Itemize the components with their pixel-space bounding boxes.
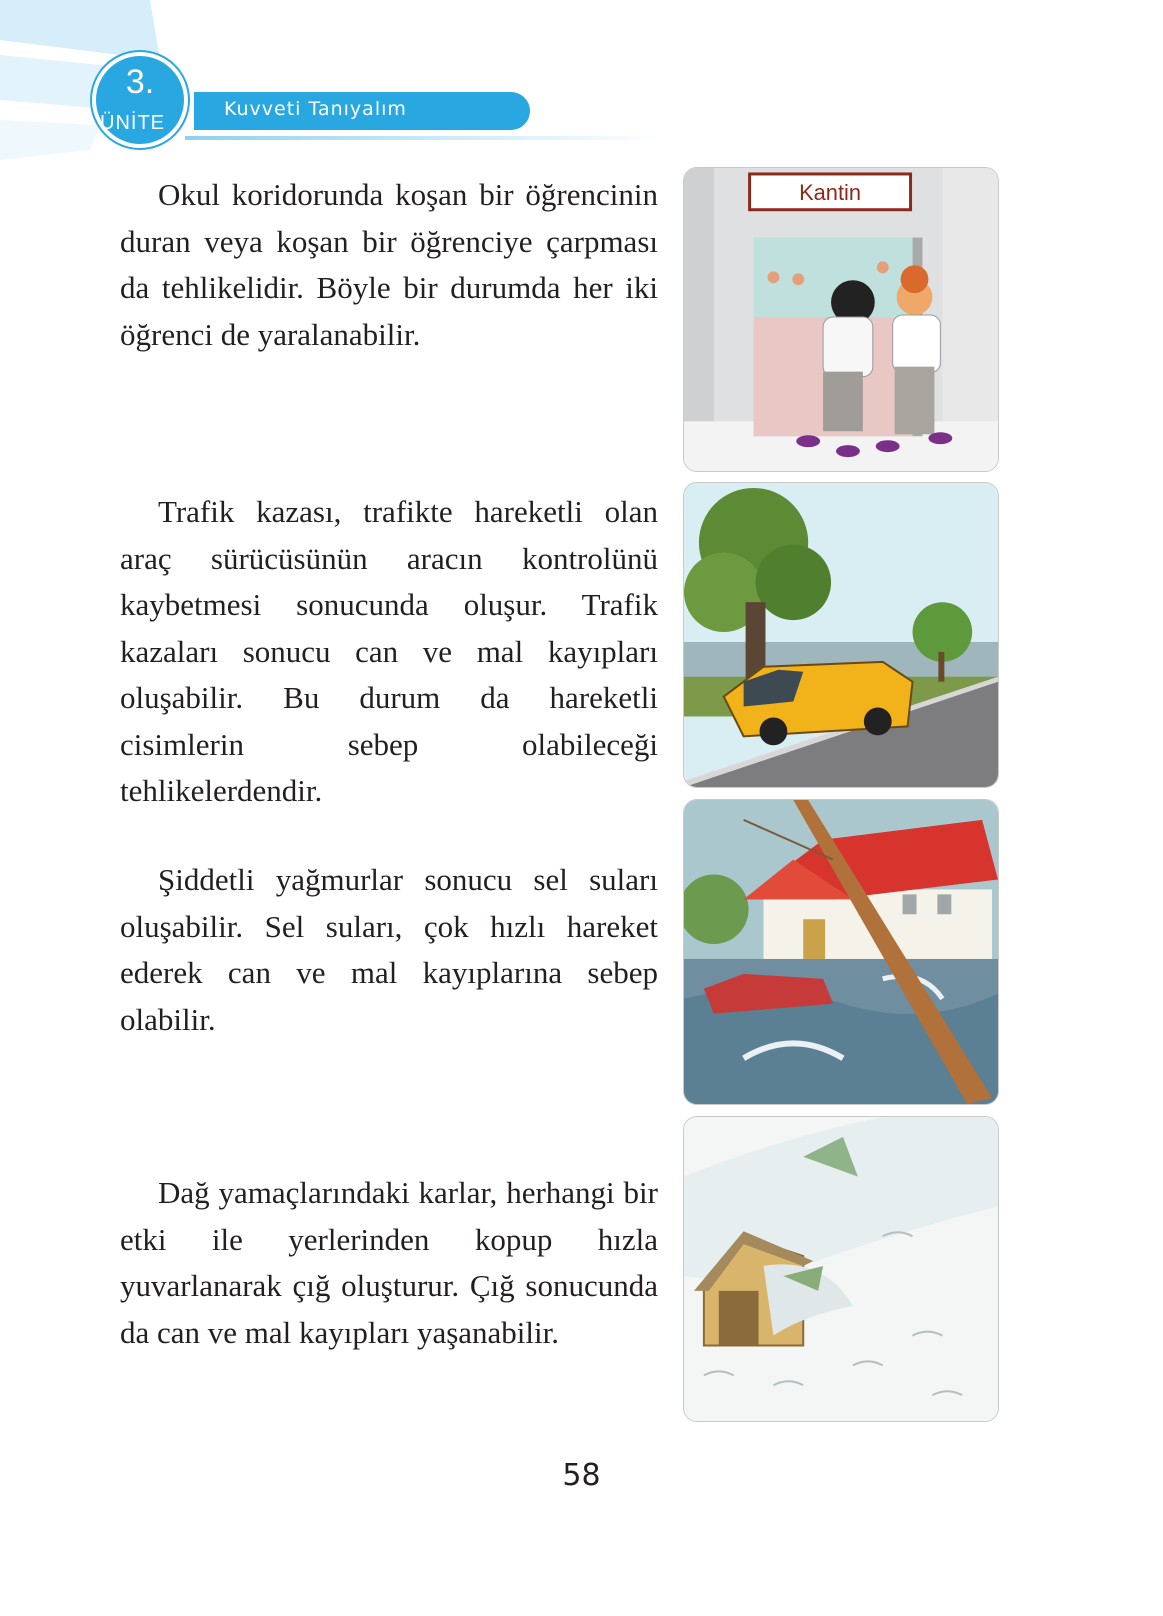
paragraph-corridor: Okul koridorunda koşan bir öğrencinin duran veya koşan bir öğrenciye çarpması da tehlikelidir. Böyle bir durumda her iki öğrenci de yaralanabilir. (120, 177, 658, 352)
illustration-flood (683, 799, 999, 1105)
illustration-traffic-accident (683, 482, 999, 788)
unit-title: Kuvveti Tanıyalım (224, 98, 407, 120)
illustration-corridor-collision (683, 167, 999, 472)
paragraph-flood: Şiddetli yağmurlar sonucu sel suları oluşabilir. Sel suları, çok hızlı hareket ederek can ve mal kayıplarına sebep olabilir. (120, 862, 658, 1037)
illustration-avalanche (683, 1116, 999, 1422)
page-number: 58 (562, 1458, 601, 1493)
unit-title-bar (194, 92, 530, 130)
paragraph-traffic: Trafik kazası, trafikte hareketli olan araç sürücüsünün aracın kontrolünü kaybetmesi sonucunda oluşur. Trafik kazaları sonucu can ve mal kayıpları oluşabilir. Bu durum da hareketli cisimlerin sebep olabileceği tehlikelerdendir. (120, 494, 658, 808)
unit-label: ÜNİTE (100, 112, 165, 134)
canteen-sign-text: Kantin (799, 179, 862, 205)
title-underline (185, 136, 665, 140)
unit-badge (92, 52, 188, 148)
unit-number: 3. (125, 63, 155, 101)
paragraph-avalanche: Dağ yamaçlarındaki karlar, herhangi bir etki ile yerlerinden kopup hızla yuvarlanarak çığ oluşturur. Çığ sonucunda da can ve mal kayıpları yaşanabilir. (120, 1175, 658, 1350)
